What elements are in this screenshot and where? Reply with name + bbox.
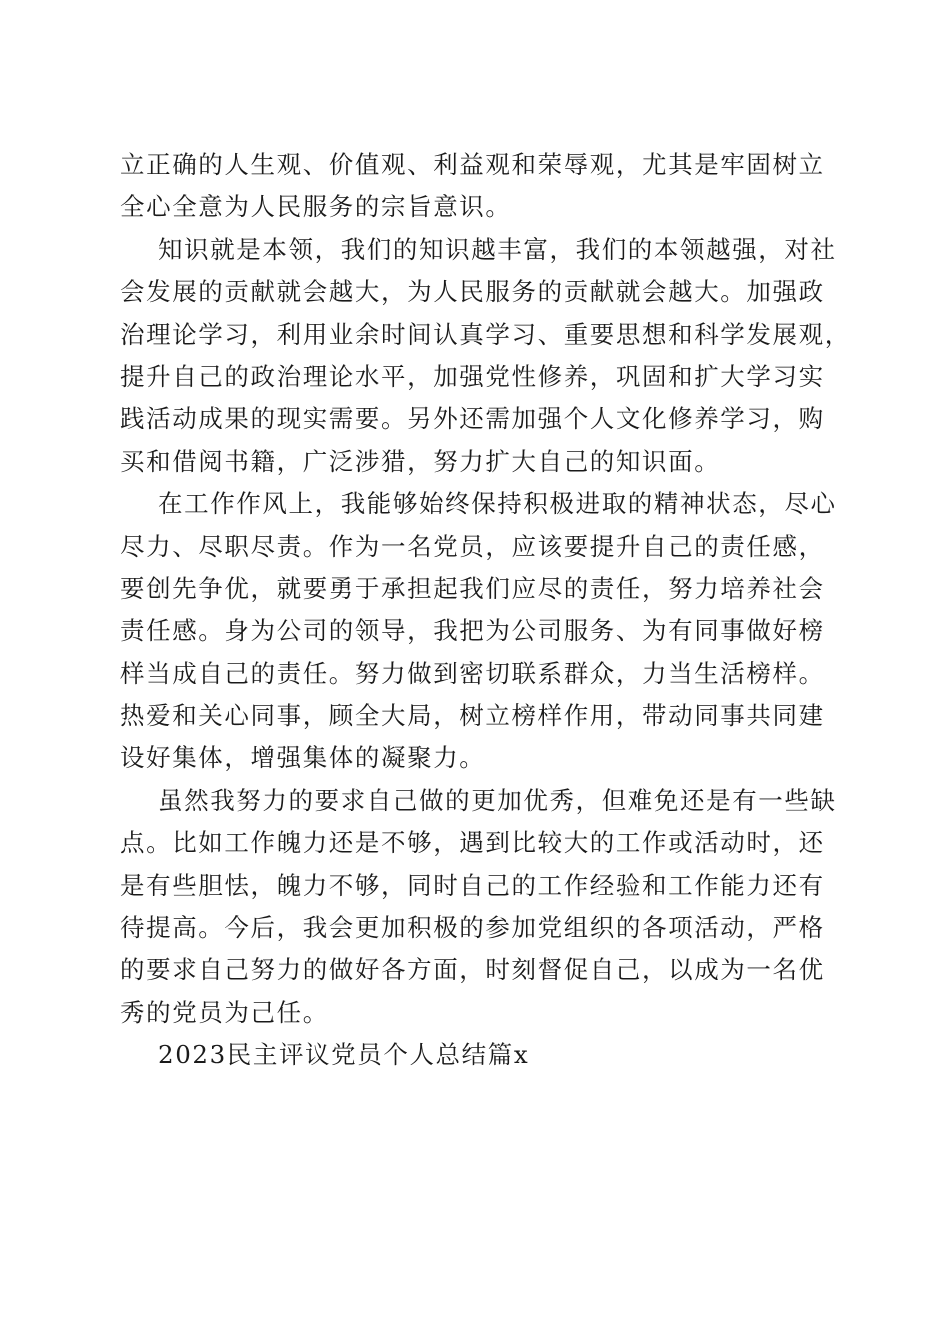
text-line: 要创先争优，就要勇于承担起我们应尽的责任，努力培养社会 xyxy=(120,573,825,603)
text-line: 责任感。身为公司的领导，我把为公司服务、为有同事做好榜 xyxy=(120,616,825,646)
text-line: 样当成自己的责任。努力做到密切联系群众，力当生活榜样。 xyxy=(120,658,825,688)
paragraph-4 xyxy=(120,780,837,1034)
document-body xyxy=(120,144,851,1077)
text-line: 点。比如工作魄力还是不够，遇到比较大的工作或活动时，还 xyxy=(120,828,825,858)
text-line: 会发展的贡献就会越大，为人民服务的贡献就会越大。加强政 xyxy=(120,277,825,307)
text-line: 待提高。今后，我会更加积极的参加党组织的各项活动，严格 xyxy=(120,913,825,943)
text-line: 秀的党员为己任。 xyxy=(120,997,329,1027)
text-line: 治理论学习，利用业余时间认真学习、重要思想和科学发展观， xyxy=(120,319,851,349)
heading-line: 2023民主评议党员个人总结篇x xyxy=(158,1040,530,1070)
paragraph-1 xyxy=(120,144,832,229)
text-line: 虽然我努力的要求自己做的更加优秀，但难免还是有一些缺 xyxy=(158,785,837,815)
text-line: 全心全意为人民服务的宗旨意识。 xyxy=(120,192,512,222)
text-line: 尽力、尽职尽责。作为一名党员，应该要提升自己的责任感， xyxy=(120,531,825,561)
paragraph-2 xyxy=(120,229,851,483)
text-line: 设好集体，增强集体的凝聚力。 xyxy=(120,743,486,773)
section-heading xyxy=(120,1034,832,1076)
text-line: 是有些胆怯，魄力不够，同时自己的工作经验和工作能力还有 xyxy=(120,870,825,900)
text-line: 提升自己的政治理论水平，加强党性修养，巩固和扩大学习实 xyxy=(120,361,825,391)
text-line: 践活动成果的现实需要。另外还需加强个人文化修养学习，购 xyxy=(120,404,825,434)
text-line: 热爱和关心同事，顾全大局，树立榜样作用，带动同事共同建 xyxy=(120,701,825,731)
text-line: 的要求自己努力的做好各方面，时刻督促自己，以成为一名优 xyxy=(120,955,825,985)
text-line: 在工作作风上，我能够始终保持积极进取的精神状态，尽心 xyxy=(158,489,837,519)
text-line: 买和借阅书籍，广泛涉猎，努力扩大自己的知识面。 xyxy=(120,446,721,476)
text-line: 立正确的人生观、价值观、利益观和荣辱观，尤其是牢固树立 xyxy=(120,150,825,179)
text-line: 知识就是本领，我们的知识越丰富，我们的本领越强，对社 xyxy=(158,234,837,264)
paragraph-3 xyxy=(120,483,837,780)
